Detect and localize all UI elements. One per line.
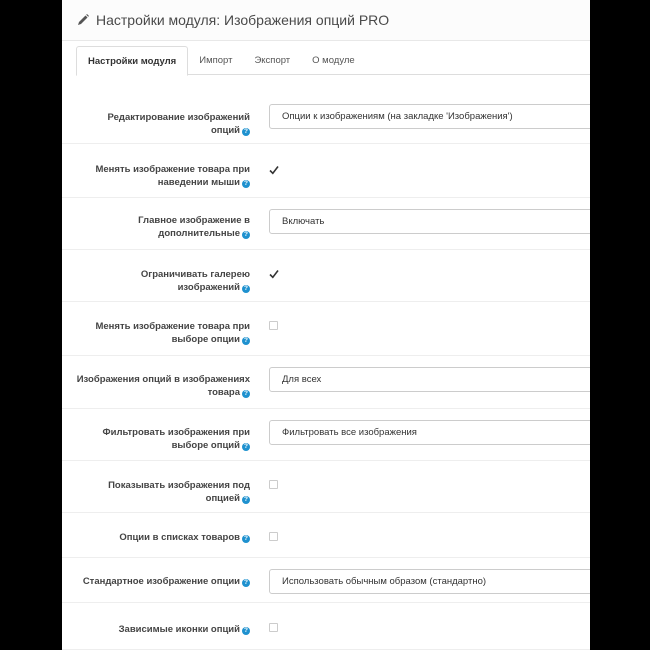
field-label-line1: Фильтровать изображения при	[102, 427, 250, 438]
field-label-line2	[70, 124, 250, 137]
help-icon[interactable]: ?	[242, 579, 250, 587]
form-row	[62, 409, 590, 461]
field-label-line2	[70, 227, 250, 240]
field-label-line1: Показывать изображения под	[108, 480, 250, 491]
field-label-line2	[70, 531, 250, 544]
field-label	[70, 575, 250, 588]
form-row	[62, 302, 590, 356]
field-label-line2	[70, 439, 250, 452]
form-row	[62, 558, 590, 603]
field-label-text: изображений	[177, 282, 240, 293]
field-label-text: Стандартное изображение опции	[82, 576, 240, 587]
checkbox-unchecked[interactable]	[269, 321, 278, 330]
field-label-line2	[70, 176, 250, 189]
field-label-text: товара	[207, 387, 240, 398]
panel-heading	[62, 0, 590, 41]
field-label	[70, 320, 250, 346]
form-row	[62, 513, 590, 558]
field-label	[70, 479, 250, 505]
checkbox-checked[interactable]	[269, 162, 279, 172]
checkbox-unchecked[interactable]	[269, 623, 278, 632]
field-label-line2	[70, 492, 250, 505]
field-label-text: Опции в списках товаров	[119, 532, 240, 543]
form-row	[62, 198, 590, 250]
tab-module-settings[interactable]: Настройки модуля	[76, 46, 188, 76]
form-row	[62, 144, 590, 198]
tab-about[interactable]: О модуле	[312, 55, 355, 66]
select-field[interactable]: Включать	[269, 209, 590, 234]
field-label-line1: Главное изображение в	[138, 215, 250, 226]
field-label-line1: Ограничивать галерею	[140, 269, 250, 280]
help-icon[interactable]: ?	[242, 128, 250, 136]
help-icon[interactable]: ?	[242, 285, 250, 293]
field-label	[70, 214, 250, 240]
field-label-text: наведении мыши	[157, 177, 240, 188]
select-field[interactable]: Фильтровать все изображения	[269, 420, 590, 445]
field-label-line1: Редактирование изображений	[107, 112, 250, 123]
field-label-text: опций	[210, 125, 240, 136]
page-title: Настройки модуля: Изображения опций PRO	[96, 12, 390, 28]
form-row	[62, 356, 590, 409]
form-row	[62, 461, 590, 513]
field-label-line2	[70, 575, 250, 588]
field-label-text: выборе опций	[171, 440, 240, 451]
field-label-text: дополнительные	[158, 228, 240, 239]
field-label-line1: Изображения опций в изображениях	[76, 374, 250, 385]
help-icon[interactable]: ?	[242, 535, 250, 543]
help-icon[interactable]: ?	[242, 496, 250, 504]
field-label-line2	[70, 386, 250, 399]
field-label	[70, 426, 250, 452]
field-label-line2	[70, 281, 250, 294]
field-label-line1: Менять изображение товара при	[95, 321, 250, 332]
field-label	[70, 623, 250, 636]
field-label-line1: Менять изображение товара при	[95, 164, 250, 175]
field-label-text: выборе опции	[171, 334, 240, 345]
pencil-icon	[76, 13, 90, 27]
tab-export[interactable]: Экспорт	[254, 55, 291, 66]
field-label	[70, 373, 250, 399]
form-row	[62, 92, 590, 144]
help-icon[interactable]: ?	[242, 337, 250, 345]
select-field[interactable]: Использовать обычным образом (стандартно)	[269, 569, 590, 594]
checkmark-icon	[269, 165, 279, 175]
checkmark-icon	[269, 269, 279, 279]
help-icon[interactable]: ?	[242, 627, 250, 635]
field-label-line2	[70, 333, 250, 346]
checkbox-checked[interactable]	[269, 266, 279, 276]
help-icon[interactable]: ?	[242, 180, 250, 188]
settings-panel	[62, 0, 590, 650]
field-label-text: опцией	[205, 493, 240, 504]
tab-bar	[76, 46, 590, 75]
select-field[interactable]: Для всех	[269, 367, 590, 392]
form-row	[62, 603, 590, 650]
field-label	[70, 111, 250, 137]
form-row	[62, 250, 590, 302]
checkbox-unchecked[interactable]	[269, 480, 278, 489]
field-label	[70, 163, 250, 189]
field-label-text: Зависимые иконки опций	[118, 624, 240, 635]
field-label	[70, 268, 250, 294]
field-label-line2	[70, 623, 250, 636]
help-icon[interactable]: ?	[242, 390, 250, 398]
help-icon[interactable]: ?	[242, 231, 250, 239]
help-icon[interactable]: ?	[242, 443, 250, 451]
select-field[interactable]: Опции к изображениям (на закладке 'Изображения')	[269, 104, 590, 129]
field-label	[70, 531, 250, 544]
checkbox-unchecked[interactable]	[269, 532, 278, 541]
tab-import[interactable]: Импорт	[199, 55, 233, 66]
